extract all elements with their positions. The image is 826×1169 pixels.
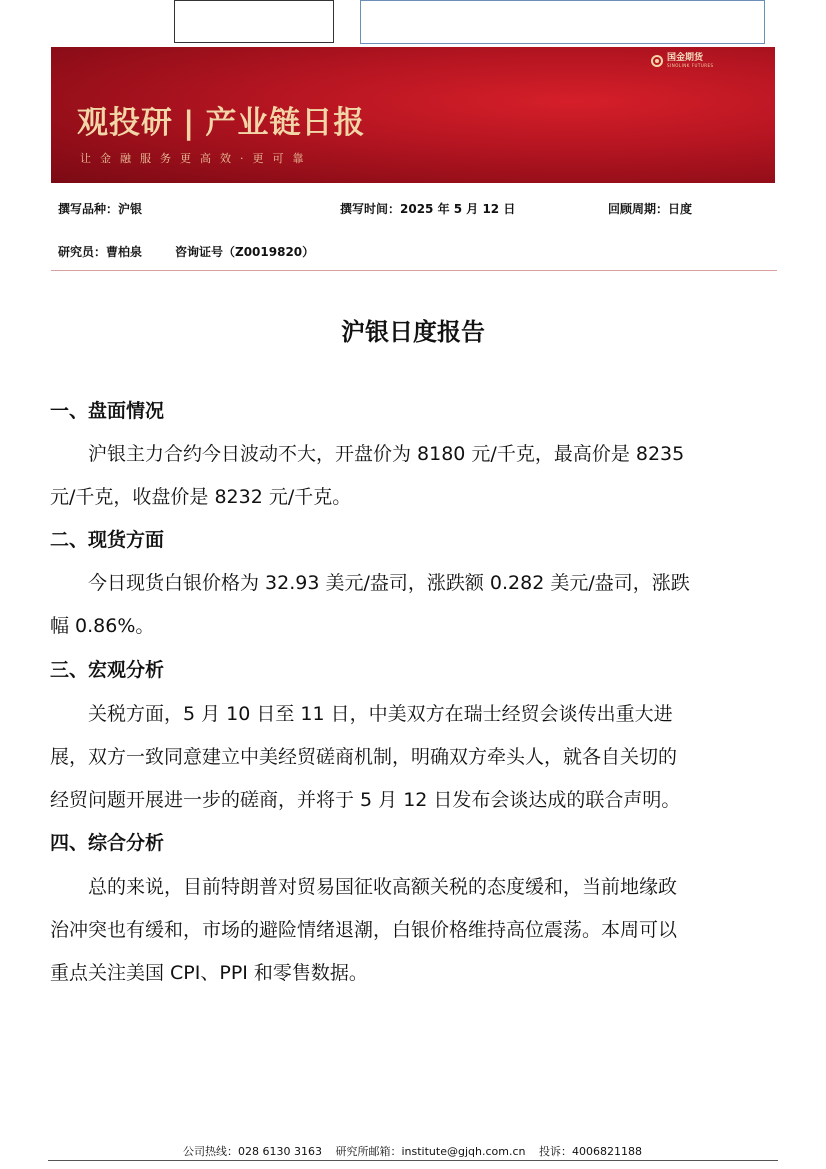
banner-title-right: 产业链日报 bbox=[205, 105, 366, 141]
meta-period: 回顾周期：日度 bbox=[608, 202, 693, 216]
footer-email: 研究所邮箱：institute@gjqh.com.cn bbox=[335, 1145, 526, 1158]
header-box-right bbox=[360, 0, 765, 44]
meta-date: 撰写时间：2025 年 5 月 12 日 bbox=[340, 202, 516, 216]
paragraph-line: 总的来说，目前特朗普对贸易国征收高额关税的态度缓和，当前地缘政 bbox=[50, 876, 678, 898]
section-heading: 二、现货方面 bbox=[50, 529, 165, 551]
banner-slogan: 让金融服务更高效·更可靠 bbox=[80, 152, 313, 165]
report-banner bbox=[51, 47, 775, 183]
paragraph-line: 经贸问题开展进一步的磋商，并将于 5 月 12 日发布会谈达成的联合声明。 bbox=[50, 789, 681, 811]
footer-complaint: 投诉：4006821188 bbox=[538, 1145, 642, 1158]
paragraph-line: 展，双方一致同意建立中美经贸磋商机制，明确双方牵头人，就各自关切的 bbox=[50, 746, 678, 768]
paragraph-line: 幅 0.86%。 bbox=[50, 615, 155, 637]
logo-name-en: SINOLINK FUTURES bbox=[667, 63, 714, 68]
footer-phone: 公司热线：028 6130 3163 bbox=[183, 1145, 322, 1158]
page-title: 沪银日度报告 bbox=[341, 318, 485, 346]
banner-title-separator: | bbox=[183, 105, 196, 141]
paragraph-line: 治冲突也有缓和，市场的避险情绪退潮，白银价格维持高位震荡。本周可以 bbox=[50, 919, 678, 941]
meta-license: 咨询证号（Z0019820） bbox=[175, 245, 315, 259]
banner-title-left: 观投研 bbox=[77, 105, 173, 141]
footer-divider bbox=[48, 1160, 778, 1161]
section-heading: 一、盘面情况 bbox=[50, 400, 165, 422]
paragraph-line: 今日现货白银价格为 32.93 美元/盎司，涨跌额 0.282 美元/盎司，涨跌 bbox=[50, 572, 690, 594]
header-box-left bbox=[174, 0, 334, 43]
meta-variety: 撰写品种：沪银 bbox=[58, 202, 143, 216]
section-heading: 四、综合分析 bbox=[50, 832, 165, 854]
paragraph-line: 元/千克，收盘价是 8232 元/千克。 bbox=[50, 486, 352, 508]
page-footer bbox=[183, 1143, 652, 1159]
header-divider bbox=[51, 270, 777, 271]
paragraph-line: 重点关注美国 CPI、PPI 和零售数据。 bbox=[50, 962, 368, 984]
paragraph-line: 沪银主力合约今日波动不大，开盘价为 8180 元/千克，最高价是 8235 bbox=[50, 443, 685, 465]
logo-name-cn: 国金期货 bbox=[667, 53, 704, 63]
logo-icon bbox=[651, 55, 663, 67]
section-heading: 三、宏观分析 bbox=[50, 659, 165, 681]
paragraph-line: 关税方面，5 月 10 日至 11 日，中美双方在瑞士经贸会谈传出重大进 bbox=[50, 703, 673, 725]
meta-researcher: 研究员：曹柏泉 bbox=[58, 245, 143, 259]
company-logo bbox=[651, 54, 714, 68]
banner-title bbox=[77, 97, 365, 142]
